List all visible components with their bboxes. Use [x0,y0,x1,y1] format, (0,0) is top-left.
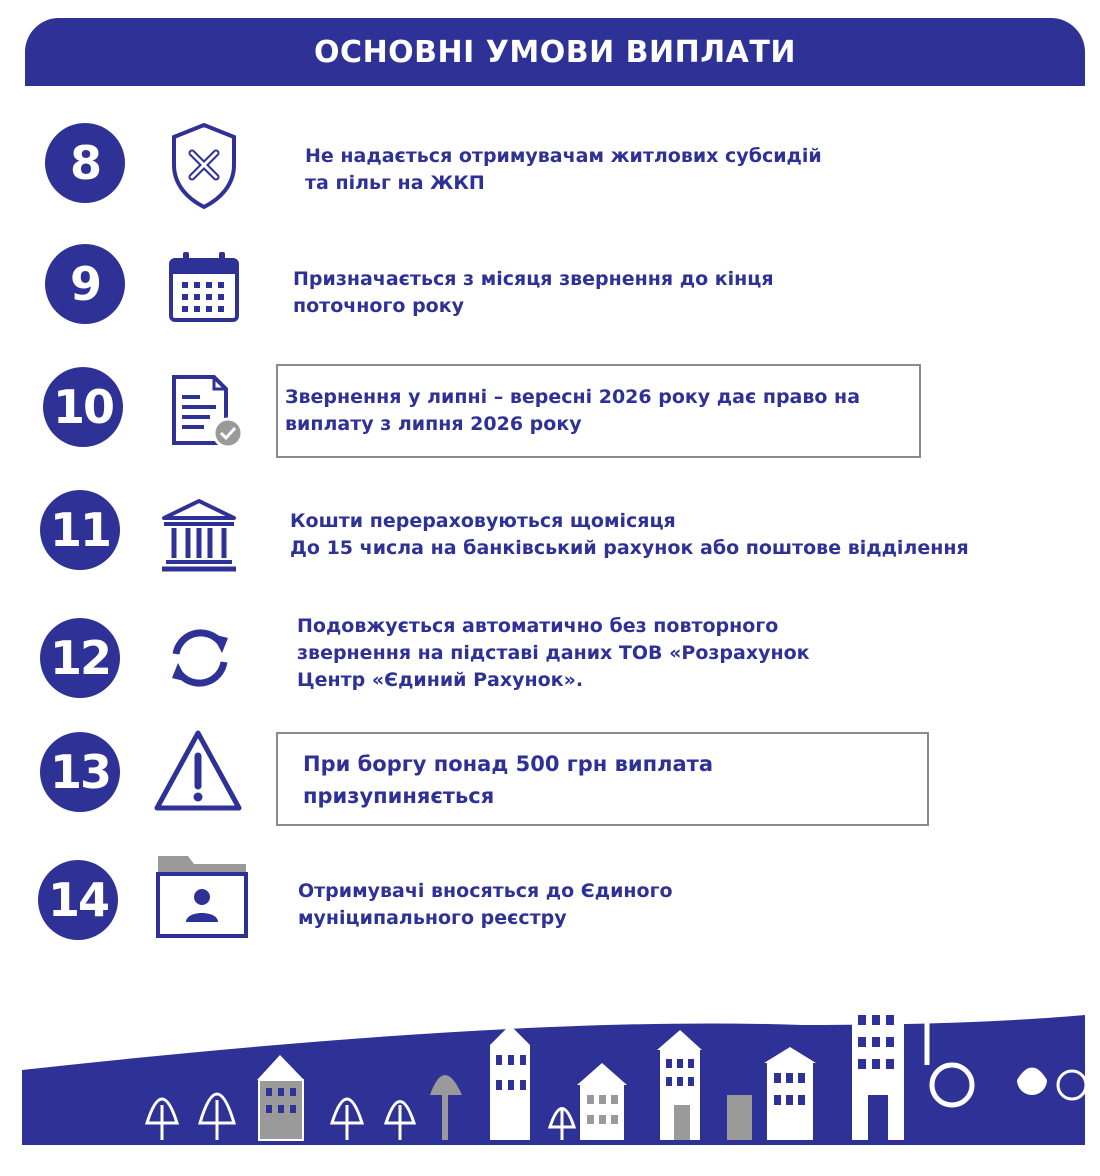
item-text: Кошти перераховуються щомісяця До 15 числа на банківський рахунок або поштове відділення [290,510,969,559]
item-number: 8 [45,123,125,203]
item-number: 9 [45,244,125,324]
item-text: При боргу понад 500 грн виплата призупиняється [303,752,713,808]
condition-item-8 [0,113,1100,213]
condition-item-13 [0,722,1100,822]
page-header [25,18,1085,86]
item-text: Подовжується автоматично без повторного звернення на підставі даних ТОВ «Розрахунок Центр «Єдиний Рахунок». [297,615,810,691]
item-number: 13 [40,732,120,812]
calendar-icon [168,250,240,324]
condition-item-9 [0,232,1100,332]
item-number: 10 [43,367,123,447]
item-text: Отримувачі вносяться до Єдиного муніципального реєстру [298,880,673,929]
item-text: Не надається отримувачам житлових субсидій та пільг на ЖКП [305,145,822,194]
item-number: 11 [40,490,120,570]
item-text: Призначається з місяця звернення до кінця поточного року [293,268,774,317]
warning-icon [152,728,244,814]
shield-cross-icon [168,121,240,211]
item-number: 12 [40,618,120,698]
condition-item-10 [0,355,1100,455]
document-check-icon [170,373,246,449]
refresh-icon [162,620,238,696]
city-skyline-illustration [22,955,1085,1145]
folder-user-icon [154,852,250,940]
page-title: ОСНОВНІ УМОВИ ВИПЛАТИ [314,34,796,70]
condition-item-12 [0,606,1100,706]
bank-icon [160,498,238,574]
item-number: 14 [38,860,118,940]
condition-item-14 [0,848,1100,948]
condition-item-11 [0,480,1100,580]
item-text: Звернення у липні – вересні 2026 року дає право на виплату з липня 2026 року [285,386,861,435]
